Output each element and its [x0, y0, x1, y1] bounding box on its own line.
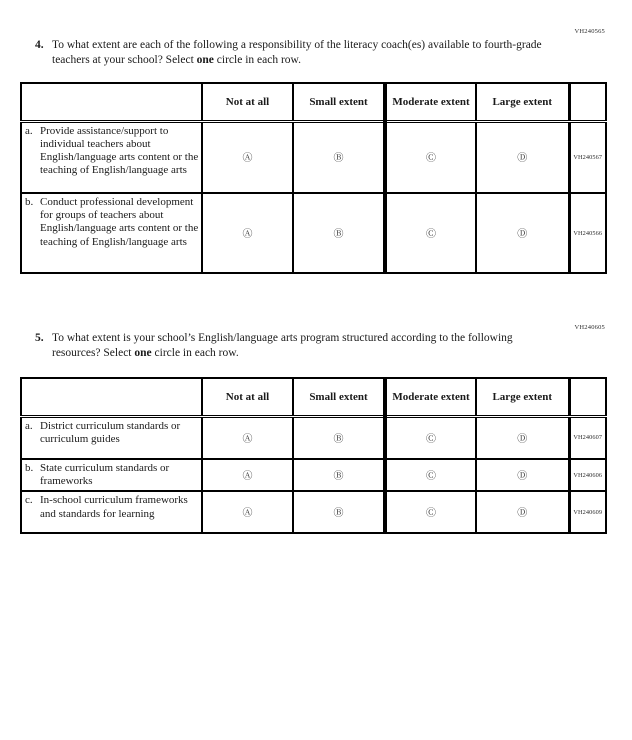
answer-circle-d[interactable]: Ⓓ	[517, 471, 528, 483]
answer-circle-c[interactable]: Ⓒ	[426, 229, 436, 240]
row-5c-cell-not-at-all	[202, 491, 293, 533]
row-4b-cell-not-at-all	[202, 193, 293, 273]
stem-header-empty	[21, 378, 202, 416]
answer-circle-c[interactable]: Ⓒ	[426, 153, 436, 165]
column-header-small-extent: Small extent	[293, 83, 385, 121]
table-row-5c	[21, 491, 606, 533]
answer-circle-c[interactable]: Ⓒ	[426, 471, 436, 483]
row-5c-text: In-school curriculum frameworks and standards for learning	[40, 494, 188, 520]
question-4-prompt-bold: one	[196, 53, 214, 66]
answer-circle-b[interactable]: Ⓑ	[333, 508, 344, 520]
column-header-large-extent: Large extent	[476, 83, 569, 121]
row-4a-item-code: VH240567	[569, 121, 606, 193]
row-4b-item-code: VH240566	[569, 193, 606, 273]
row-4b-text: Conduct professional development for groups of teachers about English/language arts content or the teaching of English/language arts	[40, 196, 199, 248]
row-5b-stem	[21, 459, 202, 491]
answer-circle-a[interactable]: Ⓐ	[242, 508, 253, 520]
row-5c-cell-large-extent	[476, 491, 569, 533]
row-4b-stem	[21, 193, 202, 273]
column-header-small-extent: Small extent	[293, 378, 385, 416]
row-4a-cell-small-extent	[293, 121, 385, 193]
row-4b-cell-moderate-extent	[385, 193, 476, 273]
row-5a-stem	[21, 416, 202, 459]
row-5b-text: State curriculum standards or frameworks	[40, 462, 170, 488]
answer-circle-b[interactable]: Ⓑ	[333, 229, 344, 240]
question-5-number: 5.	[35, 332, 44, 344]
code-header-empty	[569, 378, 606, 416]
question-4-margin-code: VH240565	[574, 28, 605, 35]
answer-circle-d[interactable]: Ⓓ	[517, 433, 528, 445]
answer-circle-c[interactable]: Ⓒ	[426, 508, 436, 520]
row-5b-cell-moderate-extent	[385, 459, 476, 491]
row-5a-item-code: VH240607	[569, 416, 606, 459]
table-row-4b	[21, 193, 606, 273]
row-4a-text: Provide assistance/support to individual teachers about English/language arts content or the teaching of English/language arts	[40, 124, 199, 177]
question-4-text	[52, 38, 543, 67]
row-5a-cell-small-extent	[293, 416, 385, 459]
row-5c-letter: c.	[25, 494, 33, 507]
question-4-table	[20, 82, 607, 274]
answer-circle-a[interactable]: Ⓐ	[242, 471, 253, 483]
row-5b-item-code: VH240606	[569, 459, 606, 491]
column-header-not-at-all: Not at all	[202, 83, 293, 121]
question-4	[35, 38, 543, 67]
question-5-prompt-end: circle in each row.	[151, 346, 239, 359]
row-5c-cell-small-extent	[293, 491, 385, 533]
column-header-not-at-all: Not at all	[202, 378, 293, 416]
row-4a-cell-moderate-extent	[385, 121, 476, 193]
answer-circle-a[interactable]: Ⓐ	[242, 433, 253, 445]
answer-circle-b[interactable]: Ⓑ	[333, 153, 344, 165]
code-header-empty	[569, 83, 606, 121]
column-header-large-extent: Large extent	[476, 378, 569, 416]
row-4a-cell-not-at-all	[202, 121, 293, 193]
answer-circle-a[interactable]: Ⓐ	[242, 153, 253, 165]
answer-circle-a[interactable]: Ⓐ	[242, 229, 253, 240]
question-5-prompt-start: To what extent is your school’s English/language arts program structured according to the following resources? Select	[52, 332, 513, 359]
question-5-text	[52, 331, 543, 360]
question-4-header-row	[21, 83, 606, 121]
answer-circle-b[interactable]: Ⓑ	[333, 471, 344, 483]
answer-circle-d[interactable]: Ⓓ	[517, 229, 528, 240]
row-5b-cell-small-extent	[293, 459, 385, 491]
table-row-5b	[21, 459, 606, 491]
question-5-header-row	[21, 378, 606, 416]
answer-circle-d[interactable]: Ⓓ	[517, 153, 528, 165]
table-row-4a	[21, 121, 606, 193]
answer-circle-b[interactable]: Ⓑ	[333, 433, 344, 445]
row-5a-cell-large-extent	[476, 416, 569, 459]
row-4a-cell-large-extent	[476, 121, 569, 193]
question-5-table	[20, 377, 607, 534]
row-4b-cell-large-extent	[476, 193, 569, 273]
row-5c-cell-moderate-extent	[385, 491, 476, 533]
question-4-number: 4.	[35, 39, 44, 51]
question-5	[35, 331, 543, 360]
row-4a-letter: a.	[25, 124, 33, 137]
row-5a-letter: a.	[25, 419, 33, 432]
row-5c-item-code: VH240609	[569, 491, 606, 533]
question-5-margin-code: VH240605	[574, 324, 605, 331]
row-5b-letter: b.	[25, 462, 34, 474]
row-5b-cell-large-extent	[476, 459, 569, 491]
row-4a-stem	[21, 121, 202, 193]
row-5a-cell-moderate-extent	[385, 416, 476, 459]
column-header-moderate-extent: Moderate extent	[385, 83, 476, 121]
row-4b-cell-small-extent	[293, 193, 385, 273]
stem-header-empty	[21, 83, 202, 121]
table-row-5a	[21, 416, 606, 459]
question-4-prompt-end: circle in each row.	[213, 53, 301, 66]
column-header-moderate-extent: Moderate extent	[385, 378, 476, 416]
answer-circle-d[interactable]: Ⓓ	[517, 508, 528, 520]
row-5c-stem	[21, 491, 202, 533]
row-5a-text: District curriculum standards or curriculum guides	[40, 419, 181, 445]
answer-circle-c[interactable]: Ⓒ	[426, 433, 436, 445]
question-5-prompt-bold: one	[134, 346, 152, 359]
row-5b-cell-not-at-all	[202, 459, 293, 491]
question-4-prompt-start: To what extent are each of the following a responsibility of the literacy coach(es) available to fourth-grade teachers at your school? Select	[52, 39, 542, 66]
row-4b-letter: b.	[25, 196, 34, 208]
row-5a-cell-not-at-all	[202, 416, 293, 459]
